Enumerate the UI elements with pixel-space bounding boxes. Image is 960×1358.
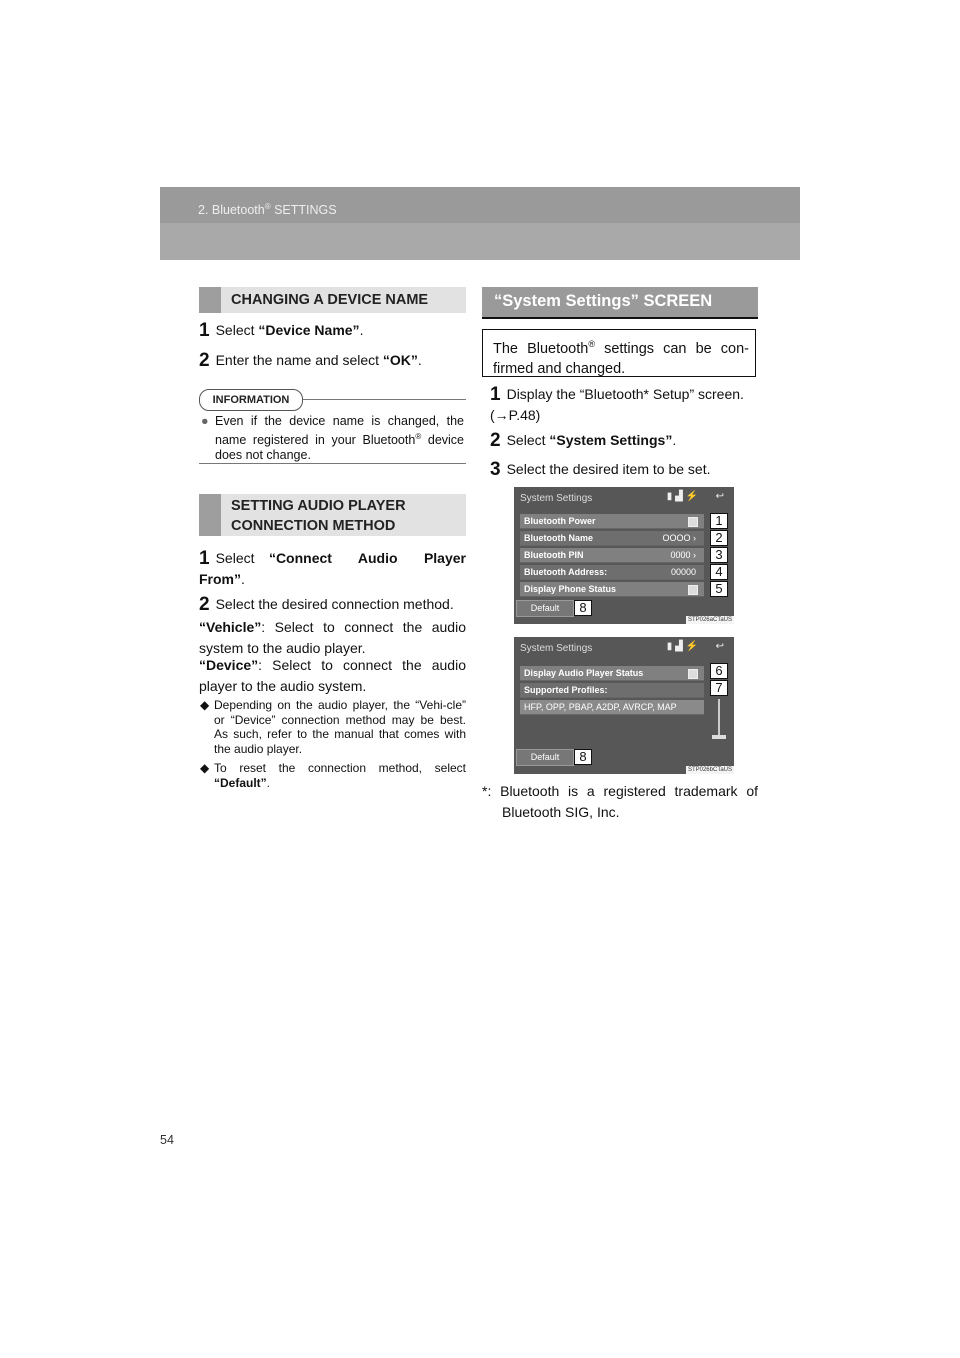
diamond-bullet-icon: ◆	[200, 698, 210, 712]
row-profiles-list: HFP, OPP, PBAP, A2DP, AVRCP, MAP	[520, 700, 704, 715]
row-bluetooth-address: Bluetooth Address: 00000	[520, 565, 704, 580]
scrollbar-thumb	[712, 735, 726, 739]
callout-8: 8	[574, 600, 592, 616]
figure-code: STP026aCTaUS	[687, 617, 732, 623]
bullet-note-1: ◆ Depending on the audio player, the “Vehi-cle” or “Device” connection method may be best. As such, refer to the manual that comes with the audio player.	[200, 698, 466, 756]
system-settings-screenshot-1: System Settings ▮ ▟ ⚡ ↩ Bluetooth Power Bluetooth Name OOOO › Bluetooth PIN 0000 › Bluetooth Address: 00000 Display Phone Status Default 1 2 3 4 5 8 STP026aCTaUS	[514, 487, 734, 624]
information-badge: INFORMATION	[199, 389, 303, 411]
bullet-icon: ●	[201, 414, 209, 428]
info-bottom-rule	[199, 463, 466, 464]
row-bluetooth-pin: Bluetooth PIN 0000 ›	[520, 548, 704, 563]
step-1-device-name: 1 Select “Device Name”.	[199, 320, 364, 341]
callout-5: 5	[710, 581, 728, 597]
section-heading-audio-player: SETTING AUDIO PLAYER CONNECTION METHOD	[199, 494, 466, 536]
page-header	[160, 187, 800, 260]
page-number: 54	[160, 1133, 174, 1147]
row-bluetooth-name: Bluetooth Name OOOO ›	[520, 531, 704, 546]
info-top-rule	[300, 399, 466, 400]
callout-4: 4	[710, 564, 728, 580]
step-3-select-item: 3 Select the desired item to be set.	[490, 459, 711, 480]
row-display-phone-status: Display Phone Status	[520, 582, 704, 597]
back-icon: ↩	[715, 641, 724, 652]
step-1-connect-from: 1 Select “Connect Audio Player From”.	[199, 548, 466, 587]
callout-6: 6	[710, 663, 728, 679]
device-option-desc: “Device”: Select to connect the audio player to the audio system.	[199, 657, 466, 694]
heading-underline	[482, 317, 758, 319]
diamond-bullet-icon: ◆	[200, 761, 210, 775]
section-heading-system-settings: “System Settings” SCREEN	[482, 287, 758, 317]
checkbox-icon	[688, 585, 698, 595]
back-icon: ↩	[715, 491, 724, 502]
row-bluetooth-power: Bluetooth Power	[520, 514, 704, 529]
row-display-audio-player-status: Display Audio Player Status	[520, 666, 704, 681]
intro-box: The Bluetooth® settings can be con-firmed and changed.	[482, 329, 756, 377]
signal-icon: ▮ ▟ ⚡	[666, 491, 698, 502]
step-2-enter-name: 2 Enter the name and select “OK”.	[199, 350, 422, 371]
step-1-display-setup: 1 Display the “Bluetooth* Setup” screen. (→P.48)	[490, 384, 744, 423]
step-2-system-settings: 2 Select “System Settings”.	[490, 430, 677, 451]
header-top-band	[160, 187, 800, 223]
checkbox-icon	[688, 669, 698, 679]
callout-1: 1	[710, 513, 728, 529]
section-heading-device-name: CHANGING A DEVICE NAME	[199, 287, 466, 313]
trademark-footnote: *: Bluetooth is a registered trademark of Bluetooth SIG, Inc.	[482, 783, 758, 820]
callout-7: 7	[710, 680, 728, 696]
callout-3: 3	[710, 547, 728, 563]
step-2-select-method: 2 Select the desired connection method.	[199, 594, 454, 615]
system-settings-screenshot-2: System Settings ▮ ▟ ⚡ ↩ Display Audio Player Status Supported Profiles: HFP, OPP, PBAP, A2DP, AVRCP, MAP Default 6 7 8 STP026bCTaUS	[514, 637, 734, 774]
vehicle-option-desc: “Vehicle”: Select to connect the audio system to the audio player.	[199, 619, 466, 656]
callout-2: 2	[710, 530, 728, 546]
default-button: Default	[516, 600, 574, 617]
signal-icon: ▮ ▟ ⚡	[666, 641, 698, 652]
default-button: Default	[516, 749, 574, 766]
figure-code: STP026bCTaUS	[687, 767, 732, 773]
scrollbar-track	[718, 699, 720, 739]
section-title: 2. Bluetooth® SETTINGS	[198, 202, 337, 218]
callout-8: 8	[574, 749, 592, 765]
row-supported-profiles: Supported Profiles:	[520, 683, 704, 698]
checkbox-icon	[688, 517, 698, 527]
bullet-note-2: ◆ To reset the connection method, select “Default”.	[200, 761, 466, 790]
info-note: ● Even if the device name is changed, the name registered in your Bluetooth® device does not change.	[201, 414, 464, 463]
